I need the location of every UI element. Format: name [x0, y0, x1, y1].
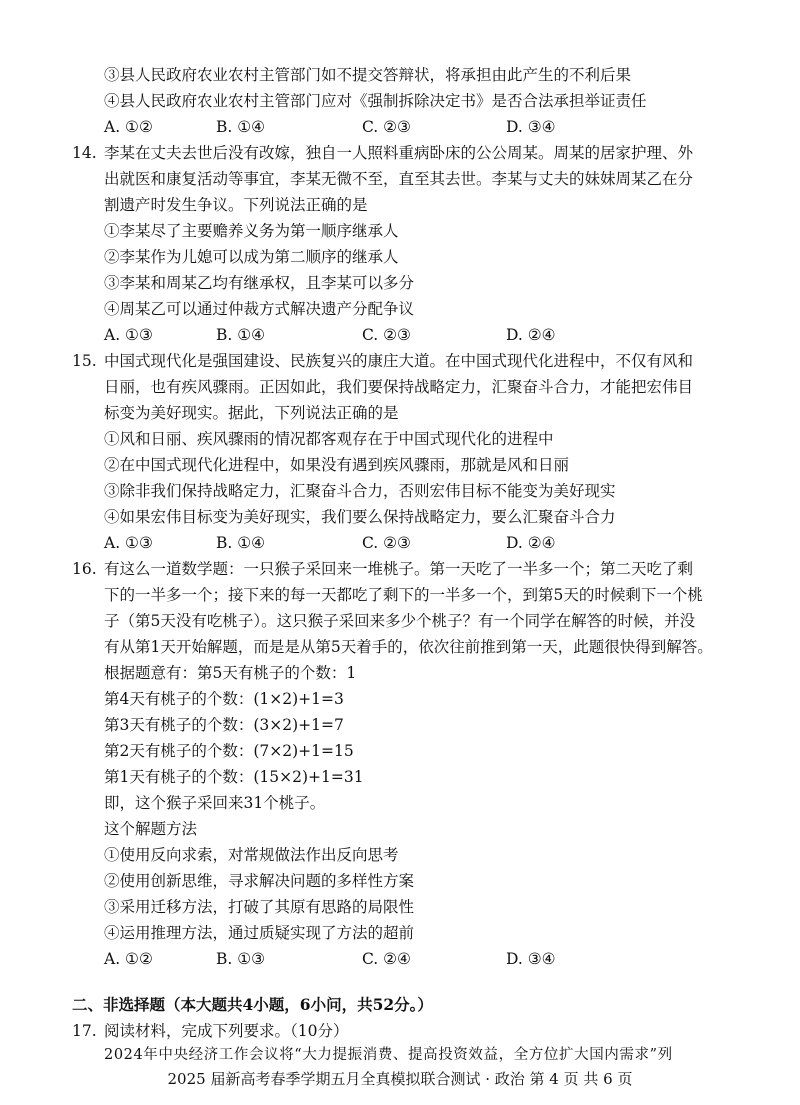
q14-statement: ①李某尽了主要赡养义务为第一顺序继承人: [104, 222, 399, 240]
q14-stem-line: 出就医和康复活动等事宜，李某无微不至，直至其去世。李某与丈夫的妹妹周某乙在分: [104, 170, 694, 188]
q16-stem-line: 根据题意有：第5天有桃子的个数：1: [104, 664, 357, 682]
q17-material: 2024年中央经济工作会议将“大力提振消费、提高投资效益，全方位扩大国内需求”列: [104, 1047, 673, 1063]
q15-stem-line: 标变为美好现实。据此，下列说法正确的是: [104, 404, 399, 422]
option-b: B. ①④: [216, 326, 266, 344]
q16-stem-line: 有从第1天开始解题，而是是从第5天着手的，依次往前推到第一天，此题很快得到解答。: [104, 638, 713, 656]
option-c: C. ②③: [362, 118, 411, 136]
q16-stem-line: 第2天有桃子的个数：(7×2)+1=15: [104, 742, 354, 760]
q14-number: 14.: [72, 144, 97, 162]
q17-number: 17.: [72, 1022, 97, 1040]
q16-statement: ②使用创新思维，寻求解决问题的多样性方案: [104, 872, 415, 890]
q15-statement: ①风和日丽、疾风骤雨的情况都客观存在于中国式现代化的进程中: [104, 430, 554, 448]
option-c: C. ②③: [362, 534, 411, 552]
option-b: B. ①④: [216, 534, 266, 552]
q16-statement: ①使用反向求索，对常规做法作出反向思考: [104, 846, 399, 864]
q15-statement: ③除非我们保持战略定力，汇聚奋斗合力，否则宏伟目标不能变为美好现实: [104, 482, 616, 500]
option-c: C. ②③: [362, 326, 411, 344]
section-title: 二、非选择题（本大题共4小题，6小问，共52分。）: [72, 995, 433, 1014]
q14-statement: ③李某和周某乙均有继承权，且李某可以多分: [104, 274, 415, 292]
q16-stem-line: 第4天有桃子的个数：(1×2)+1=3: [104, 690, 344, 708]
q14-statement: ②李某作为儿媳可以成为第二顺序的继承人: [104, 248, 399, 266]
option-a: A. ①③: [104, 534, 153, 552]
q15-stem-line: 日丽，也有疾风骤雨。正因如此，我们要保持战略定力，汇聚奋斗合力，才能把宏伟目: [104, 378, 694, 396]
option-d: D. ③④: [506, 118, 556, 136]
q16-statement: ④运用推理方法，通过质疑实现了方法的超前: [104, 924, 415, 942]
q14-stem-line: 割遗产时发生争议。下列说法正确的是: [104, 196, 368, 214]
option-d: D. ③④: [506, 950, 556, 968]
option-d: D. ②④: [506, 326, 556, 344]
q14-statement: ④周某乙可以通过仲裁方式解决遗产分配争议: [104, 300, 415, 318]
q15-stem-line: 中国式现代化是强国建设、民族复兴的康庄大道。在中国式现代化进程中，不仅有风和: [104, 352, 694, 370]
q16-stem-line: 第3天有桃子的个数：(3×2)+1=7: [104, 716, 344, 734]
q13-statement-3: ③县人民政府农业农村主管部门如不提交答辩状，将承担由此产生的不利后果: [104, 66, 632, 84]
q16-stem-line: 子（第5天没有吃桃子）。这只猴子采回来多少个桃子？有一个同学在解答的时候，并没: [104, 612, 696, 630]
q16-stem-line: 有这么一道数学题：一只猴子采回来一堆桃子。第一天吃了一半多一个；第二天吃了剩: [104, 560, 694, 578]
option-b: B. ①③: [216, 950, 266, 968]
option-a: A. ①②: [104, 950, 153, 968]
option-c: C. ②④: [362, 950, 411, 968]
q15-statement: ②在中国式现代化进程中，如果没有遇到疾风骤雨，那就是风和日丽: [104, 456, 570, 474]
q15-statement: ④如果宏伟目标变为美好现实，我们要么保持战略定力，要么汇聚奋斗合力: [104, 508, 616, 526]
q16-stem-line: 第1天有桃子的个数：(15×2)+1=31: [104, 768, 364, 786]
q14-stem-line: 李某在丈夫去世后没有改嫁，独自一人照料重病卧床的公公周某。周某的居家护理、外: [104, 144, 694, 162]
option-a: A. ①③: [104, 326, 153, 344]
q16-statement: ③采用迁移方法，打破了其原有思路的局限性: [104, 898, 415, 916]
option-b: B. ①④: [216, 118, 266, 136]
page-footer: 2025 届新高考春季学期五月全真模拟联合测试 · 政治 第 4 页 共 6 页: [167, 1070, 633, 1088]
q15-number: 15.: [72, 352, 97, 370]
q13-statement-4: ④县人民政府农业农村主管部门应对《强制拆除决定书》是否合法承担举证责任: [104, 92, 647, 110]
q16-stem-line: 下的一半多一个；接下来的每一天都吃了剩下的一半多一个，到第5天的时候剩下一个桃: [104, 586, 703, 604]
q16-stem-line: 这个解题方法: [104, 820, 198, 838]
option-a: A. ①②: [104, 118, 153, 136]
q16-number: 16.: [72, 560, 97, 578]
q16-stem-line: 即，这个猴子采回来31个桃子。: [104, 794, 326, 812]
q17-prompt: 阅读材料，完成下列要求。（10分）: [104, 1022, 349, 1040]
option-d: D. ②④: [506, 534, 556, 552]
